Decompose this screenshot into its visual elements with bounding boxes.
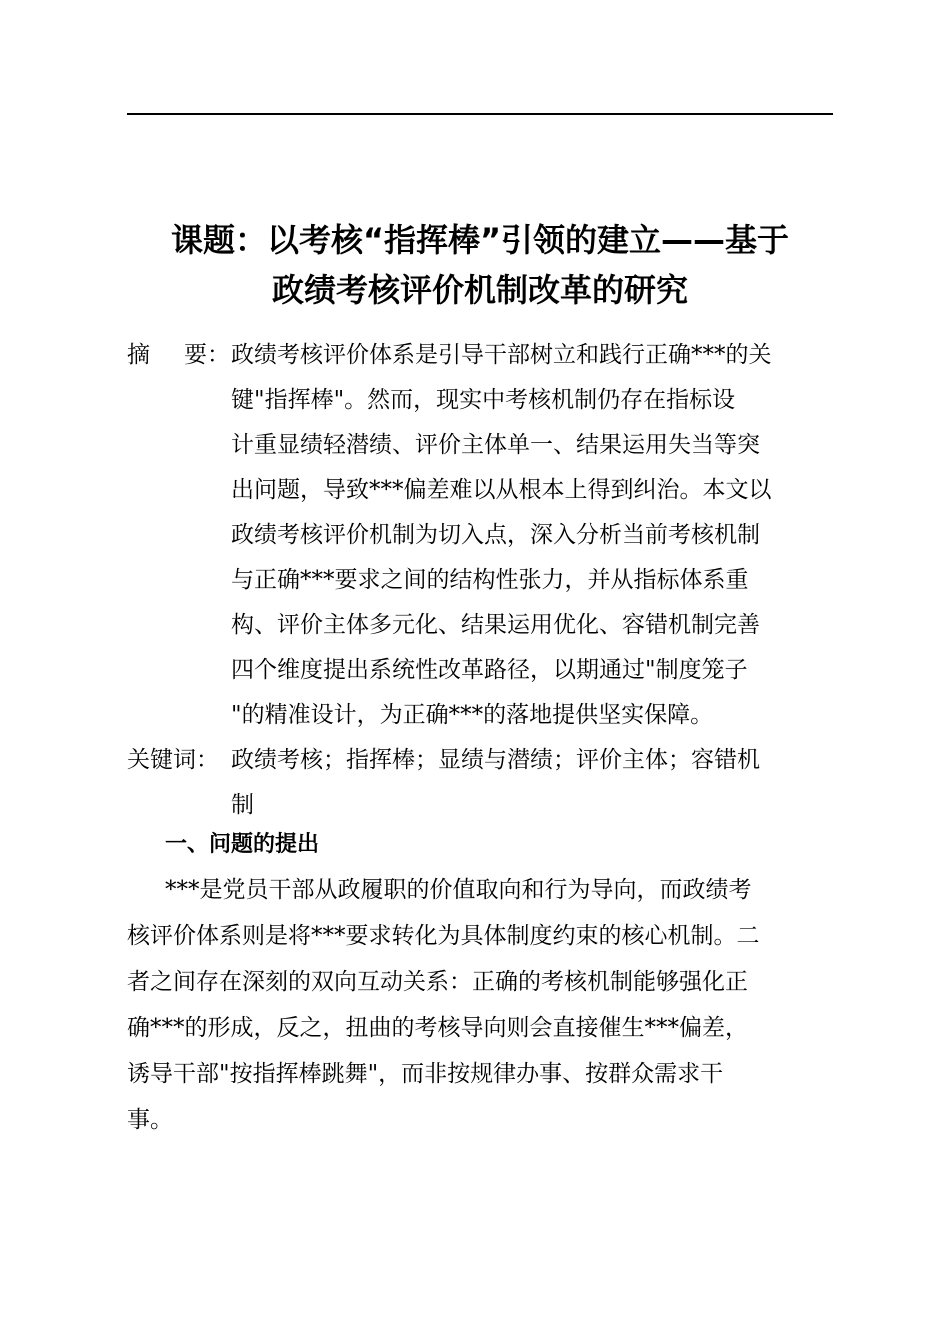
- abstract-text: [231, 333, 831, 738]
- keywords-line: 制: [231, 792, 254, 818]
- keywords-row: [127, 738, 833, 828]
- abstract-line: 出问题，导致***偏差难以从根本上得到纠治。本文以: [231, 477, 772, 503]
- abstract-line: 与正确***要求之间的结构性张力，并从指标体系重: [231, 567, 749, 593]
- abstract-line: 政绩考核评价体系是引导干部树立和践行正确***的关: [231, 342, 772, 368]
- body-line: 者之间存在深刻的双向互动关系：正确的考核机制能够强化正: [127, 969, 748, 995]
- abstract-line: 四个维度提出系统性改革路径，以期通过"制度笼子: [231, 657, 748, 683]
- section-heading: 一、问题的提出: [165, 832, 320, 857]
- keywords-line: 政绩考核；指挥棒；显绩与潜绩；评价主体；容错机: [231, 747, 760, 773]
- abstract-line: 键"指挥棒"。然而，现实中考核机制仍存在指标设: [231, 387, 736, 413]
- abstract-line: 政绩考核评价机制为切入点，深入分析当前考核机制: [231, 522, 760, 548]
- section-body: [127, 867, 833, 1143]
- abstract-line: 计重显绩轻潜绩、评价主体单一、结果运用失当等突: [231, 432, 760, 458]
- body-line: ***是党员干部从政履职的价值取向和行为导向，而政绩考: [165, 877, 752, 903]
- abstract-block: [127, 333, 833, 828]
- abstract-line: 构、评价主体多元化、结果运用优化、容错机制完善: [231, 612, 760, 638]
- body-line: 诱导干部"按指挥棒跳舞"，而非按规律办事、按群众需求干: [127, 1061, 724, 1087]
- abstract-line: "的精准设计，为正确***的落地提供坚实保障。: [231, 702, 714, 728]
- document-title: [127, 215, 833, 315]
- title-line-2: 政绩考核评价机制改革的研究: [271, 271, 688, 309]
- keywords-label: 关键词：: [127, 747, 219, 773]
- body-line: 确***的形成，反之，扭曲的考核导向则会直接催生***偏差，: [127, 1015, 748, 1041]
- header-rule: [127, 113, 833, 115]
- title-line-1: 课题：以考核“指挥棒”引领的建立——基于: [170, 221, 790, 259]
- abstract-row: [127, 333, 833, 738]
- body-line: 事。: [127, 1107, 173, 1133]
- body-line: 核评价体系则是将***要求转化为具体制度约束的核心机制。二: [127, 923, 760, 949]
- abstract-label: 摘 要：: [127, 342, 230, 368]
- keywords-text: [231, 738, 831, 828]
